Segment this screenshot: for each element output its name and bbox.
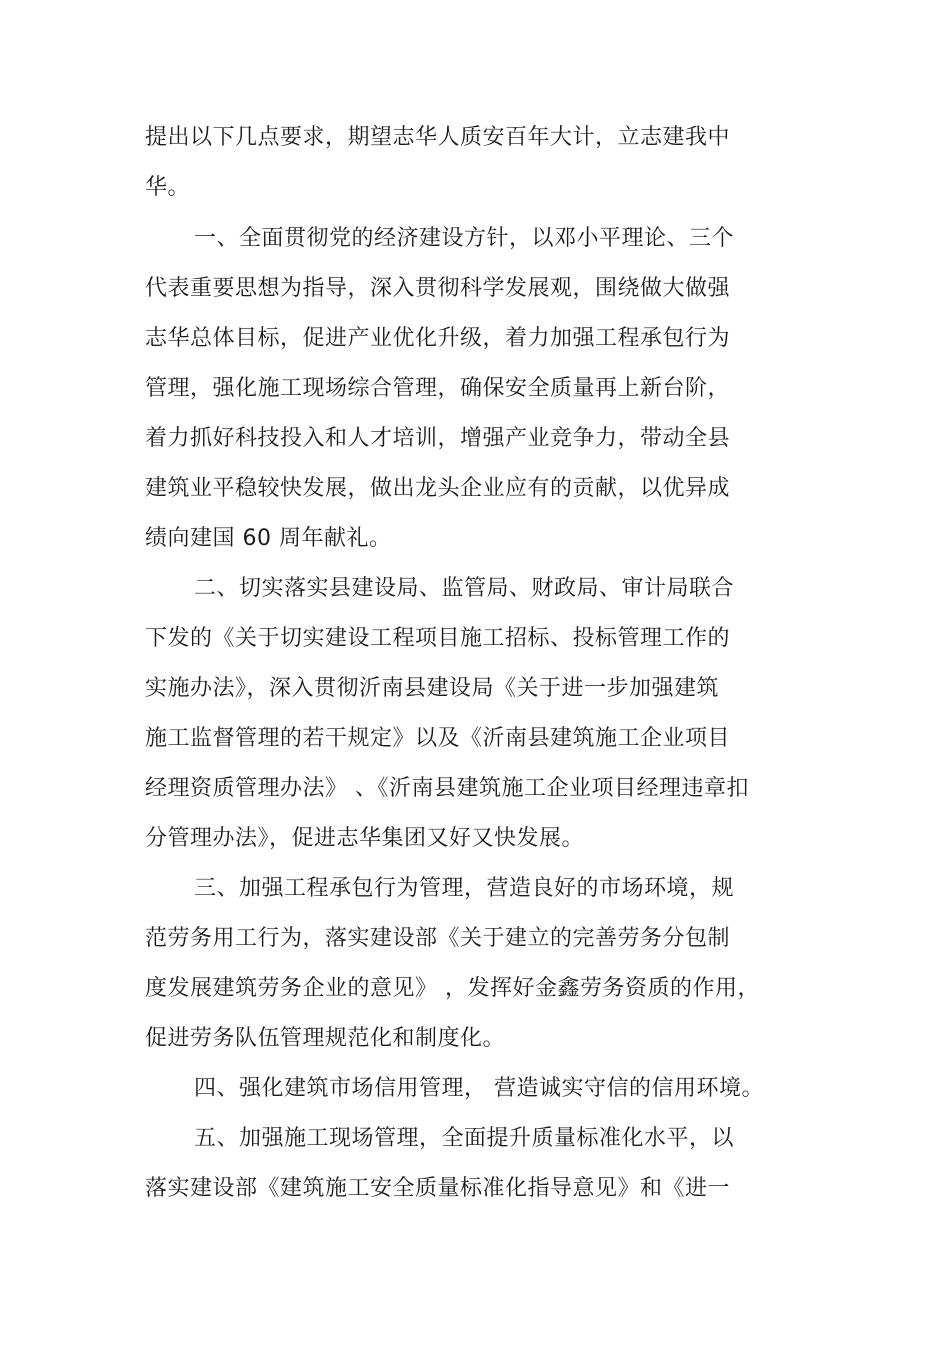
text-line: 着力抓好科技投入和人才培训，增强产业竞争力，带动全县 (145, 426, 731, 451)
paragraph-2-start: 二、切实落实县建设局、监管局、财政局、审计局联合 (194, 576, 735, 601)
text-line: 华。 (145, 175, 191, 200)
text-line: 分管理办法》，促进志华集团又好又快发展。 (145, 826, 585, 851)
text-line: 志华总体目标，促进产业优化升级，着力加强工程承包行为 (145, 326, 731, 351)
paragraph-5-start: 五、加强施工现场管理，全面提升质量标准化水平，以 (194, 1126, 735, 1151)
text-line: 建筑业平稳较快发展，做出龙头企业应有的贡献，以优异成 (145, 476, 731, 501)
text-line: 提出以下几点要求，期望志华人质安百年大计，立志建我中 (145, 125, 731, 150)
paragraph-1-start: 一、全面贯彻党的经济建设方针，以邓小平理论、三个 (194, 226, 735, 251)
paragraph-4: 四、强化建筑市场信用管理， 营造诚实守信的信用环境。 (194, 1076, 764, 1101)
paragraph-3-start: 三、加强工程承包行为管理，营造良好的市场环境，规 (194, 876, 735, 901)
text-line: 范劳务用工行为，落实建设部《关于建立的完善劳务分包制 (145, 926, 731, 951)
text-line: 代表重要思想为指导，深入贯彻科学发展观，围绕做大做强 (145, 276, 731, 301)
text-line: 落实建设部《建筑施工安全质量标准化指导意见》和《进一 (145, 1176, 731, 1201)
text-line: 下发的《关于切实建设工程项目施工招标、投标管理工作的 (145, 626, 731, 651)
text-line: 绩向建国 60 周年献礼。 (145, 526, 392, 551)
text-line: 管理，强化施工现场综合管理，确保安全质量再上新台阶， (145, 376, 731, 401)
text-line: 经理资质管理办法》 、《沂南县建筑施工企业项目经理违章扣 (145, 776, 749, 801)
text-line: 施工监督管理的若干规定》以及《沂南县建筑施工企业项目 (145, 726, 731, 751)
text-line: 促进劳务队伍管理规范化和制度化。 (145, 1026, 506, 1051)
text-line: 度发展建筑劳务企业的意见》 ，发挥好金鑫劳务资质的作用， (145, 976, 760, 1001)
text-line: 实施办法》，深入贯彻沂南县建设局《关于进一步加强建筑 (145, 676, 720, 701)
